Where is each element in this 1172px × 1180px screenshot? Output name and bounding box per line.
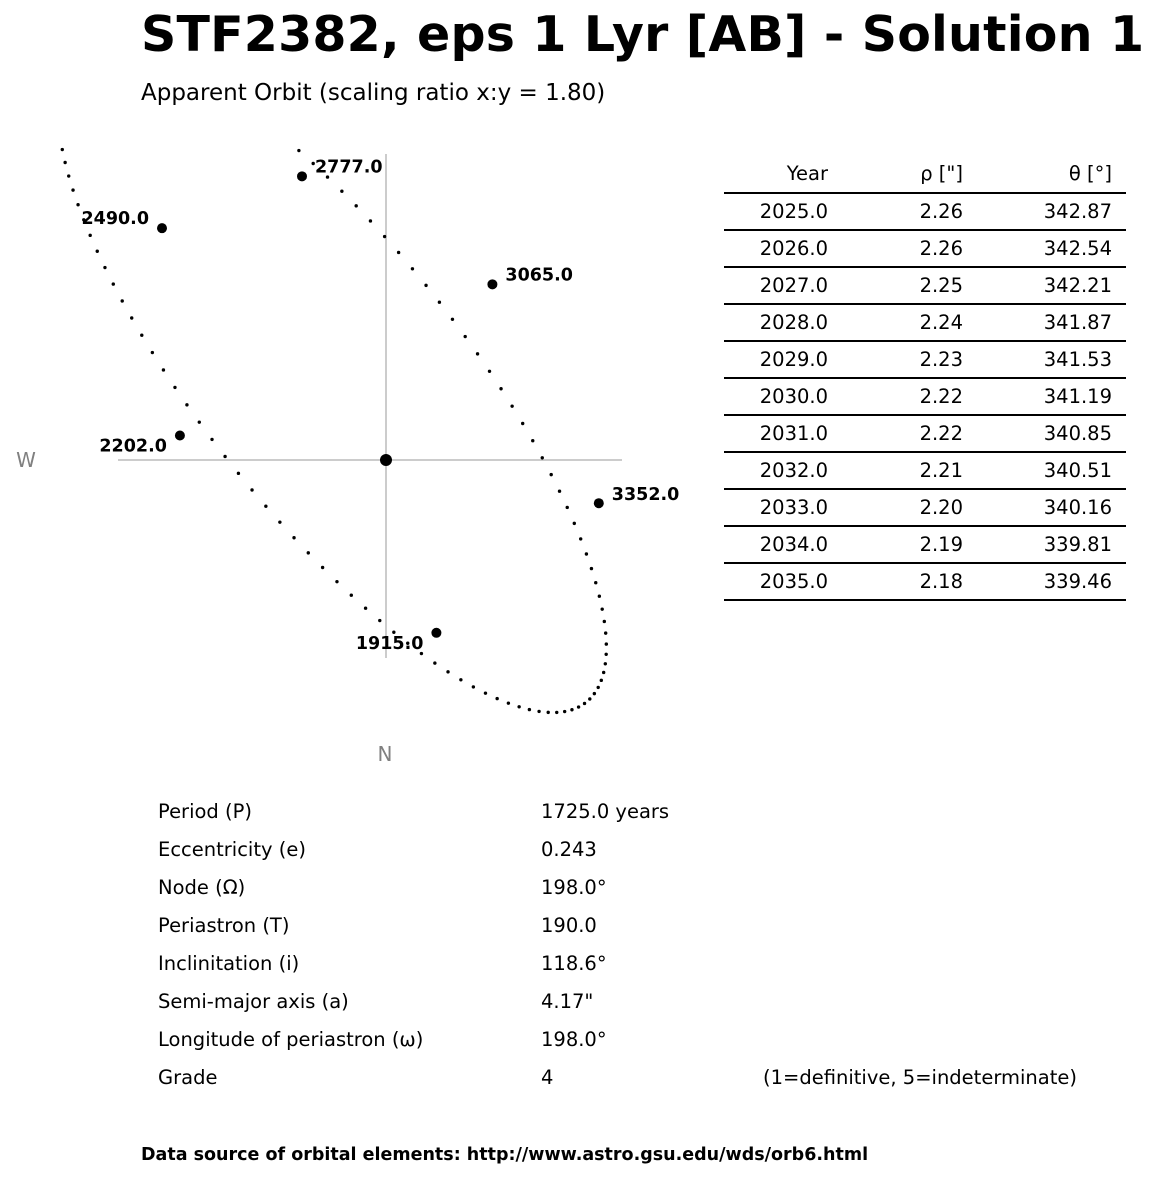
table-row [724,378,1126,415]
orbit-dot [71,188,74,191]
orbit-dot [223,455,226,458]
orbit-dot [121,299,124,302]
cell-theta: 342.87 [976,193,1126,230]
orbit-dot [96,250,99,253]
orbit-dot [383,235,386,238]
element-label: Inclinitation (i) [158,952,300,975]
epoch-label: 2490.0 [81,209,149,230]
orbit-dot [495,697,498,700]
orbit-dot [350,594,353,597]
orbit-dot [558,489,561,492]
element-label: Period (P) [158,800,252,823]
orbit-dot [463,335,466,338]
column-header-theta: θ [°] [976,155,1126,193]
orbit-dot [63,161,66,164]
west-axis-label: W [16,448,36,472]
orbit-dot [528,708,531,711]
chart-subtitle: Apparent Orbit (scaling ratio x:y = 1.80) [141,80,606,106]
table-row [724,304,1126,341]
orbit-dot [604,631,607,634]
orbit-dot [604,662,607,665]
table-row [724,415,1126,452]
orbit-dot [579,537,582,540]
orbit-dot [588,697,591,700]
cell-theta: 341.87 [976,304,1126,341]
orbit-dot [76,203,79,206]
orbit-dot [583,702,586,705]
cell-year: 2035.0 [724,563,843,600]
epoch-label: 1915.0 [355,633,424,654]
orbit-dot [605,642,608,645]
ephemeris-table [724,155,1126,601]
orbit-dot [411,267,414,270]
ephemeris-table-container [724,155,1126,601]
orbit-dot [307,551,310,554]
cell-rho: 2.19 [843,526,976,563]
orbit-dot [602,671,605,674]
orbit-dot [541,456,544,459]
cell-rho: 2.26 [843,230,976,267]
epoch-marker [175,431,185,441]
element-value: 118.6° [541,952,607,975]
cell-year: 2033.0 [724,489,843,526]
orbit-dot [198,420,201,423]
orbit-dot [537,710,540,713]
column-header-rho: ρ ["] [843,155,976,193]
orbit-dot [585,552,588,555]
element-label: Periastron (T) [158,914,290,937]
epoch-label: 3065.0 [505,265,573,286]
orbit-plot [0,140,700,780]
orbit-dot [510,404,513,407]
cell-theta: 342.21 [976,267,1126,304]
element-label: Node (Ω) [158,876,246,899]
cell-rho: 2.23 [843,341,976,378]
table-row [724,526,1126,563]
orbit-dot [521,422,524,425]
cell-theta: 339.46 [976,563,1126,600]
orbit-dot [321,566,324,569]
orbit-dot [103,266,106,269]
orbit-dot [130,316,133,319]
cell-theta: 341.19 [976,378,1126,415]
orbit-dot [507,701,510,704]
table-row [724,230,1126,267]
orbit-dot [278,520,281,523]
cell-rho: 2.26 [843,193,976,230]
cell-rho: 2.25 [843,267,976,304]
orbit-dot [600,679,603,682]
epoch-label: 2777.0 [315,157,383,178]
orbit-dot [88,234,91,237]
element-value: 4.17" [541,990,594,1013]
orbit-dot [424,284,427,287]
orbit-dot [451,318,454,321]
orbit-dot [603,620,606,623]
cell-rho: 2.22 [843,415,976,452]
cell-rho: 2.20 [843,489,976,526]
element-value: 1725.0 years [541,800,670,823]
orbit-dot [140,334,143,337]
orbit-dot [67,174,70,177]
orbit-dot [354,204,357,207]
orbit-dot [264,505,267,508]
orbit-dot [517,705,520,708]
cell-rho: 2.24 [843,304,976,341]
cell-theta: 339.81 [976,526,1126,563]
orbit-dot [577,705,580,708]
element-value: 0.243 [541,838,597,861]
cell-rho: 2.21 [843,452,976,489]
chart-title: STF2382, eps 1 Lyr [AB] - Solution 1 [141,6,1145,63]
orbit-dot [594,581,597,584]
orbit-dot [340,190,343,193]
cell-year: 2026.0 [724,230,843,267]
table-row [724,489,1126,526]
cell-rho: 2.22 [843,378,976,415]
orbit-dot [600,607,603,610]
orbit-dot [596,686,599,689]
cell-year: 2025.0 [724,193,843,230]
table-row [724,341,1126,378]
primary-star-marker [380,454,392,466]
orbit-dot [531,439,534,442]
table-row [724,193,1126,230]
element-label: Eccentricity (e) [158,838,306,861]
column-header-year: Year [724,155,843,193]
element-value: 198.0° [541,1028,607,1051]
epoch-marker [157,223,167,233]
orbit-dot [499,387,502,390]
orbit-dot [364,607,367,610]
orbit-dot [433,661,436,664]
orbit-dot [210,438,213,441]
epoch-marker [431,628,441,638]
cell-theta: 341.53 [976,341,1126,378]
element-note: (1=definitive, 5=indeterminate) [763,1066,1077,1089]
epoch-marker [594,498,604,508]
cell-year: 2029.0 [724,341,843,378]
cell-theta: 340.16 [976,489,1126,526]
orbit-dot [476,352,479,355]
data-source-note: Data source of orbital elements: http://www.astro.gsu.edu/wds/orb6.html [141,1145,869,1165]
orbit-dot [570,708,573,711]
element-label: Grade [158,1066,218,1089]
orbit-dot [237,472,240,475]
cell-theta: 340.85 [976,415,1126,452]
orbit-dot [547,711,550,714]
orbit-dot [604,653,607,656]
orbit-dot [446,670,449,673]
orbit-dot [173,386,176,389]
table-row [724,563,1126,600]
element-label: Semi-major axis (a) [158,990,349,1013]
cell-theta: 340.51 [976,452,1126,489]
orbit-dot [566,506,569,509]
orbit-dot [335,580,338,583]
orbit-dot [250,488,253,491]
element-value: 190.0 [541,914,597,937]
orbit-dot [151,351,154,354]
element-value: 198.0° [541,876,607,899]
cell-year: 2028.0 [724,304,843,341]
epoch-label: 3352.0 [611,485,680,506]
orbit-dot [459,678,462,681]
orbit-dot [397,251,400,254]
epoch-label: 2202.0 [99,436,167,457]
cell-theta: 342.54 [976,230,1126,267]
ephemeris-header-row [724,155,1126,193]
orbit-dot [61,148,64,151]
orbit-dot [484,691,487,694]
cell-year: 2027.0 [724,267,843,304]
cell-year: 2031.0 [724,415,843,452]
orbit-dot [369,219,372,222]
orbit-dot [488,370,491,373]
orbit-dot [185,403,188,406]
orbit-dot [472,685,475,688]
orbit-dot [292,536,295,539]
orbit-dot [378,619,381,622]
orbit-dot [549,473,552,476]
orbit-dot [112,282,115,285]
north-axis-label: N [377,742,393,766]
orbit-dot [593,692,596,695]
epoch-marker [297,171,307,181]
cell-rho: 2.18 [843,563,976,600]
orbit-dot [573,522,576,525]
orbit-dot [555,711,558,714]
cell-year: 2034.0 [724,526,843,563]
orbit-dot [438,301,441,304]
orbit-dot [590,567,593,570]
table-row [724,267,1126,304]
orbit-dot [162,368,165,371]
orbit-dot [563,710,566,713]
cell-year: 2032.0 [724,452,843,489]
cell-year: 2030.0 [724,378,843,415]
table-row [724,452,1126,489]
epoch-marker [487,279,497,289]
orbit-dot [598,595,601,598]
element-label: Longitude of periastron (ω) [158,1028,424,1051]
element-value: 4 [541,1066,554,1089]
orbit-dot [297,149,300,152]
